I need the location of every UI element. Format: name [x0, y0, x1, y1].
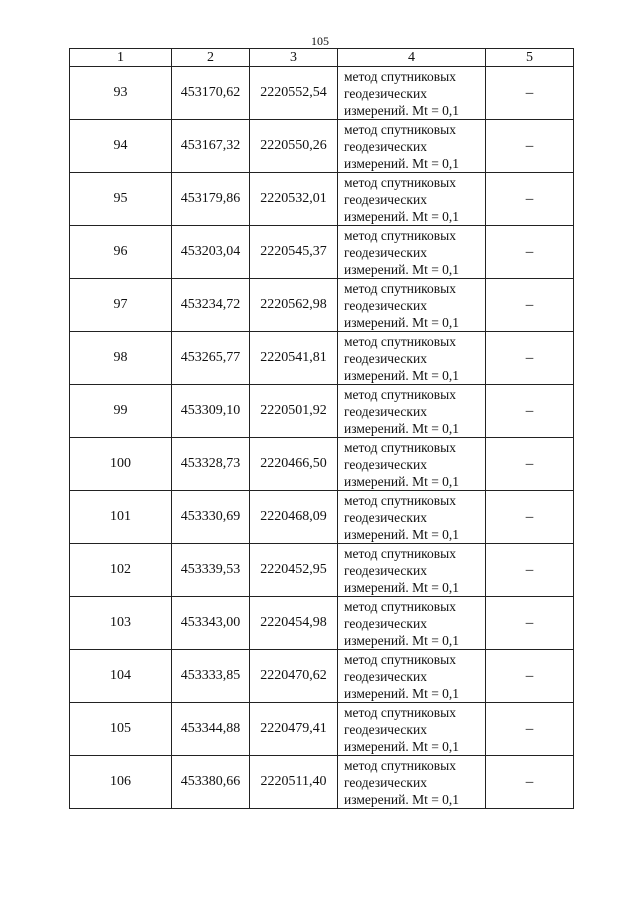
- coordinate-x-cell: 453328,73: [172, 438, 250, 491]
- method-line-3: измерений. Mt = 0,1: [344, 738, 460, 754]
- method-line-3: измерений. Mt = 0,1: [344, 473, 460, 489]
- point-number-cell: 103: [70, 597, 172, 650]
- coordinate-x-cell: 453344,88: [172, 703, 250, 756]
- method-cell: [338, 120, 486, 173]
- coordinate-y-cell: 2220541,81: [250, 332, 338, 385]
- method-line-3: измерений. Mt = 0,1: [344, 261, 460, 277]
- method-line-2: геодезических: [344, 509, 427, 525]
- table-row: [70, 67, 574, 120]
- coordinate-y-cell: 2220532,01: [250, 173, 338, 226]
- table-row: [70, 332, 574, 385]
- coordinate-x-cell: 453343,00: [172, 597, 250, 650]
- column-header-3: 3: [250, 49, 338, 67]
- method-line-1: метод спутниковых: [344, 439, 456, 455]
- point-number-cell: 96: [70, 226, 172, 279]
- coordinate-y-cell: 2220511,40: [250, 756, 338, 809]
- coordinate-x-cell: 453330,69: [172, 491, 250, 544]
- table-body: [70, 67, 574, 809]
- method-line-2: геодезических: [344, 85, 427, 101]
- point-number-cell: 94: [70, 120, 172, 173]
- coordinate-x-cell: 453265,77: [172, 332, 250, 385]
- method-cell: [338, 756, 486, 809]
- table-row: [70, 385, 574, 438]
- method-line-1: метод спутниковых: [344, 492, 456, 508]
- method-line-1: метод спутниковых: [344, 227, 456, 243]
- note-cell: –: [486, 173, 574, 226]
- column-header-4: 4: [338, 49, 486, 67]
- method-line-2: геодезических: [344, 456, 427, 472]
- method-line-1: метод спутниковых: [344, 386, 456, 402]
- point-number-cell: 100: [70, 438, 172, 491]
- method-line-3: измерений. Mt = 0,1: [344, 208, 460, 224]
- method-line-2: геодезических: [344, 350, 427, 366]
- method-line-3: измерений. Mt = 0,1: [344, 791, 460, 807]
- table-row: [70, 438, 574, 491]
- coordinate-x-cell: 453309,10: [172, 385, 250, 438]
- note-cell: –: [486, 226, 574, 279]
- point-number-cell: 101: [70, 491, 172, 544]
- page-number: 105: [311, 34, 329, 48]
- method-line-1: метод спутниковых: [344, 68, 456, 84]
- coordinate-x-cell: 453167,32: [172, 120, 250, 173]
- coordinate-y-cell: 2220452,95: [250, 544, 338, 597]
- coordinate-x-cell: 453333,85: [172, 650, 250, 703]
- method-line-1: метод спутниковых: [344, 704, 456, 720]
- method-line-1: метод спутниковых: [344, 651, 456, 667]
- table-row: [70, 226, 574, 279]
- coordinate-y-cell: 2220479,41: [250, 703, 338, 756]
- coordinate-y-cell: 2220468,09: [250, 491, 338, 544]
- method-line-3: измерений. Mt = 0,1: [344, 579, 460, 595]
- method-cell: [338, 67, 486, 120]
- method-cell: [338, 385, 486, 438]
- note-cell: –: [486, 120, 574, 173]
- table-row: [70, 756, 574, 809]
- method-line-2: геодезических: [344, 297, 427, 313]
- coordinate-y-cell: 2220470,62: [250, 650, 338, 703]
- method-line-1: метод спутниковых: [344, 598, 456, 614]
- method-cell: [338, 438, 486, 491]
- method-cell: [338, 597, 486, 650]
- method-cell: [338, 650, 486, 703]
- method-line-3: измерений. Mt = 0,1: [344, 632, 460, 648]
- note-cell: –: [486, 756, 574, 809]
- method-line-1: метод спутниковых: [344, 121, 456, 137]
- table-row: [70, 279, 574, 332]
- method-line-2: геодезических: [344, 138, 427, 154]
- method-line-2: геодезических: [344, 615, 427, 631]
- method-line-3: измерений. Mt = 0,1: [344, 420, 460, 436]
- note-cell: –: [486, 544, 574, 597]
- table-row: [70, 173, 574, 226]
- point-number-cell: 104: [70, 650, 172, 703]
- header-row: [70, 49, 574, 67]
- method-line-2: геодезических: [344, 244, 427, 260]
- table-row: [70, 597, 574, 650]
- note-cell: –: [486, 385, 574, 438]
- method-line-3: измерений. Mt = 0,1: [344, 367, 460, 383]
- point-number-cell: 102: [70, 544, 172, 597]
- note-cell: –: [486, 67, 574, 120]
- coordinate-y-cell: 2220454,98: [250, 597, 338, 650]
- note-cell: –: [486, 597, 574, 650]
- coordinates-table: [69, 48, 574, 809]
- point-number-cell: 99: [70, 385, 172, 438]
- table-row: [70, 544, 574, 597]
- method-line-2: геодезических: [344, 774, 427, 790]
- coordinate-x-cell: 453179,86: [172, 173, 250, 226]
- coordinate-y-cell: 2220501,92: [250, 385, 338, 438]
- coordinate-y-cell: 2220552,54: [250, 67, 338, 120]
- table-row: [70, 650, 574, 703]
- table-row: [70, 491, 574, 544]
- coordinate-x-cell: 453170,62: [172, 67, 250, 120]
- point-number-cell: 93: [70, 67, 172, 120]
- method-line-3: измерений. Mt = 0,1: [344, 314, 460, 330]
- coordinate-x-cell: 453339,53: [172, 544, 250, 597]
- point-number-cell: 105: [70, 703, 172, 756]
- method-line-2: геодезических: [344, 562, 427, 578]
- coordinate-y-cell: 2220545,37: [250, 226, 338, 279]
- coordinate-y-cell: 2220562,98: [250, 279, 338, 332]
- point-number-cell: 98: [70, 332, 172, 385]
- coordinate-y-cell: 2220550,26: [250, 120, 338, 173]
- method-line-2: геодезических: [344, 191, 427, 207]
- note-cell: –: [486, 703, 574, 756]
- method-line-2: геодезических: [344, 668, 427, 684]
- method-line-1: метод спутниковых: [344, 280, 456, 296]
- note-cell: –: [486, 332, 574, 385]
- method-line-3: измерений. Mt = 0,1: [344, 526, 460, 542]
- method-line-1: метод спутниковых: [344, 757, 456, 773]
- coordinate-x-cell: 453234,72: [172, 279, 250, 332]
- method-line-2: геодезических: [344, 403, 427, 419]
- method-cell: [338, 332, 486, 385]
- method-line-1: метод спутниковых: [344, 545, 456, 561]
- note-cell: –: [486, 279, 574, 332]
- method-line-3: измерений. Mt = 0,1: [344, 102, 460, 118]
- method-cell: [338, 703, 486, 756]
- method-line-1: метод спутниковых: [344, 174, 456, 190]
- method-cell: [338, 544, 486, 597]
- coordinate-y-cell: 2220466,50: [250, 438, 338, 491]
- method-line-3: измерений. Mt = 0,1: [344, 685, 460, 701]
- note-cell: –: [486, 491, 574, 544]
- method-cell: [338, 226, 486, 279]
- column-header-5: 5: [486, 49, 574, 67]
- table-header: [70, 49, 574, 67]
- method-cell: [338, 279, 486, 332]
- point-number-cell: 95: [70, 173, 172, 226]
- method-line-3: измерений. Mt = 0,1: [344, 155, 460, 171]
- note-cell: –: [486, 438, 574, 491]
- method-line-2: геодезических: [344, 721, 427, 737]
- point-number-cell: 106: [70, 756, 172, 809]
- table-row: [70, 703, 574, 756]
- point-number-cell: 97: [70, 279, 172, 332]
- table-row: [70, 120, 574, 173]
- method-cell: [338, 173, 486, 226]
- note-cell: –: [486, 650, 574, 703]
- method-line-1: метод спутниковых: [344, 333, 456, 349]
- column-header-2: 2: [172, 49, 250, 67]
- coordinate-x-cell: 453380,66: [172, 756, 250, 809]
- coordinate-x-cell: 453203,04: [172, 226, 250, 279]
- column-header-1: 1: [70, 49, 172, 67]
- method-cell: [338, 491, 486, 544]
